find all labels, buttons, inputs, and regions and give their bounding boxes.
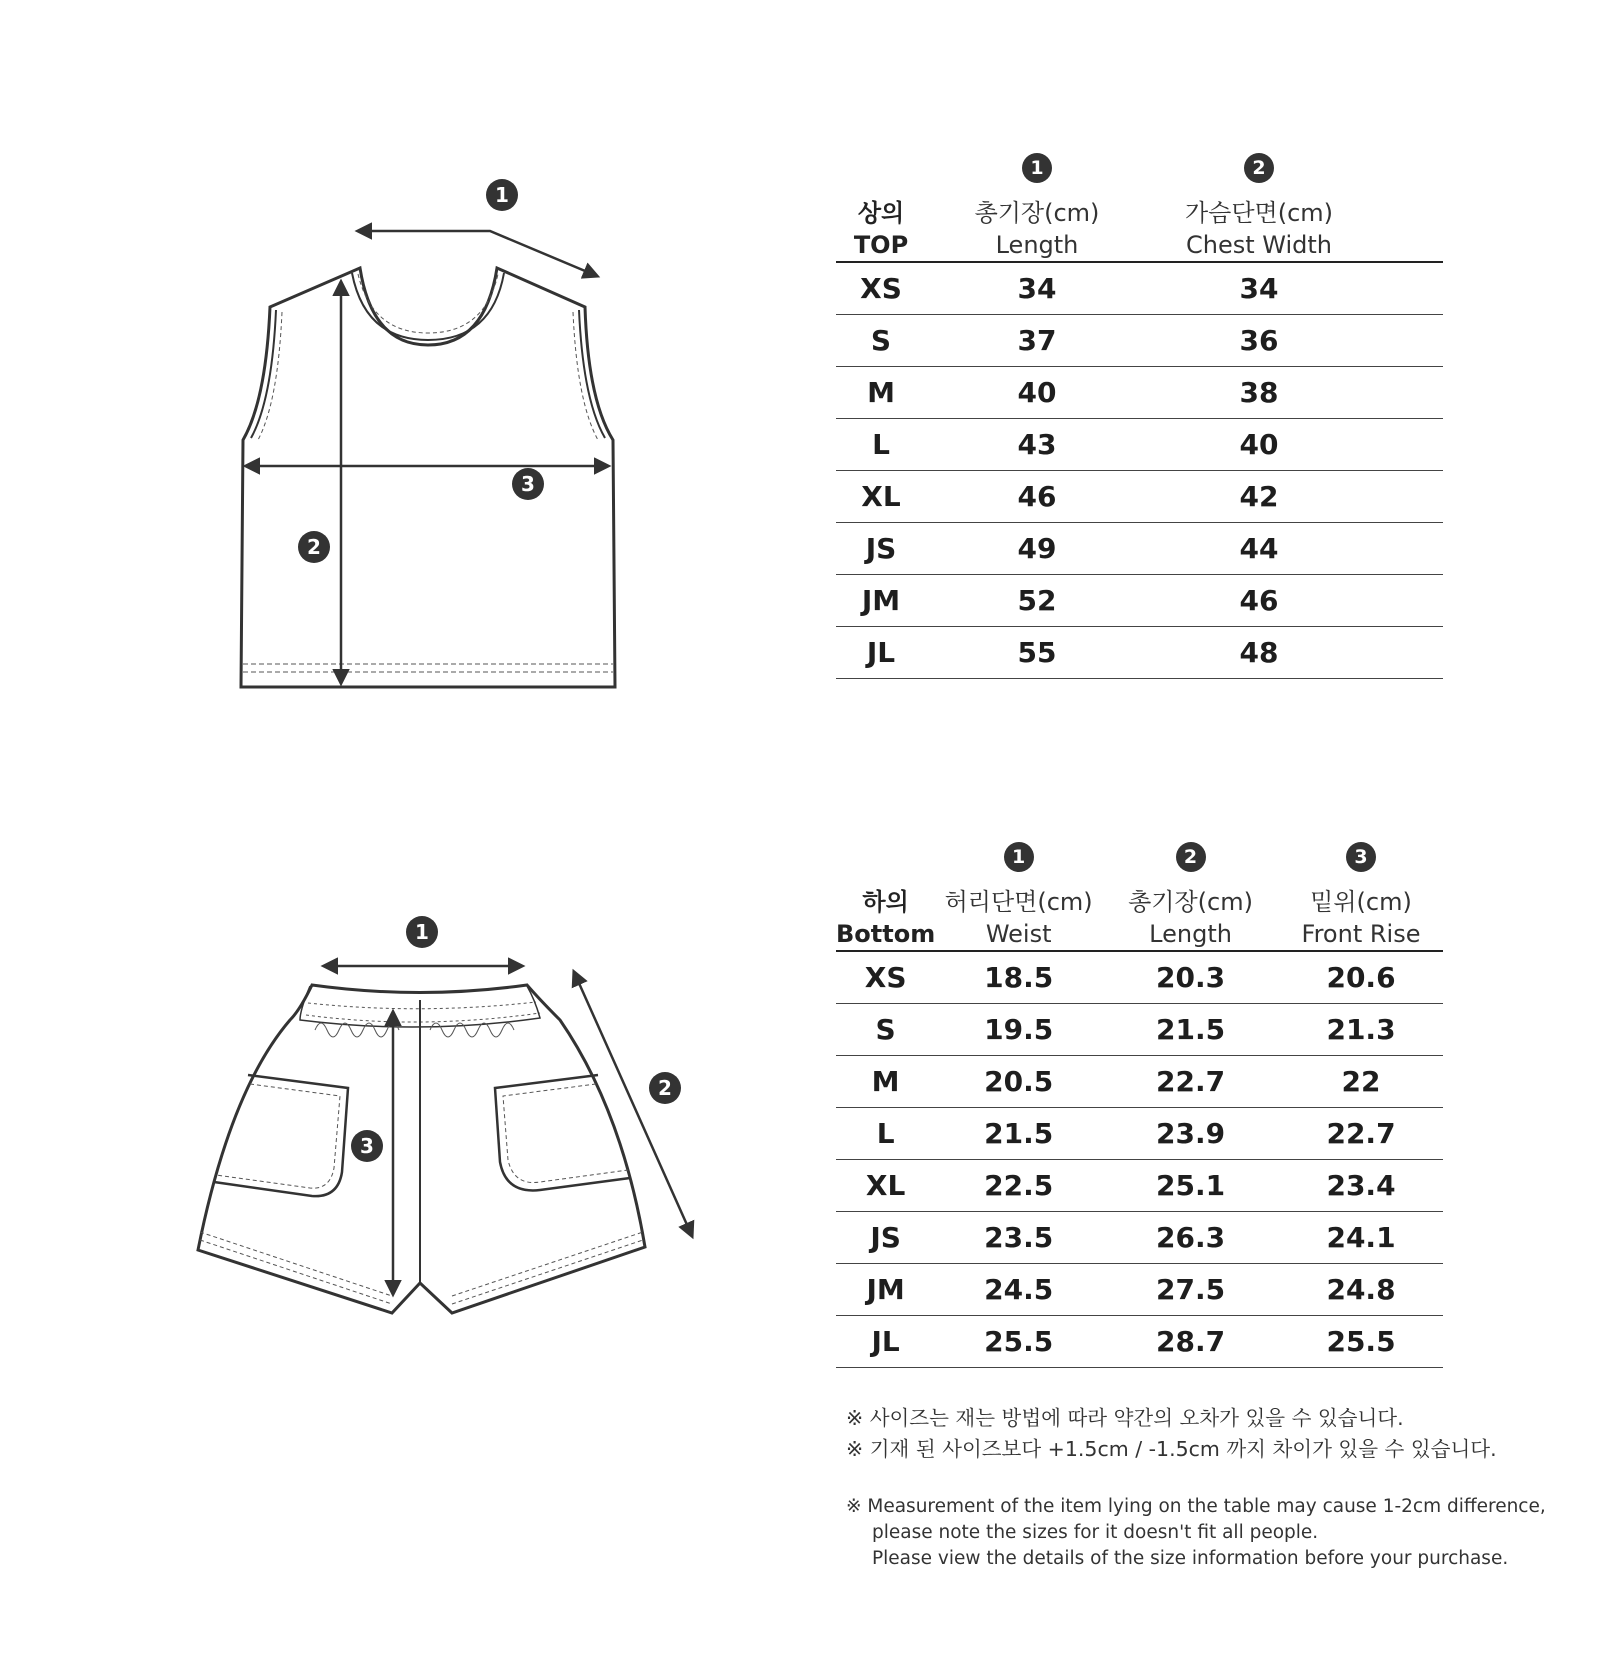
note-line: ※ Measurement of the item lying on the table may cause 1-2cm difference, xyxy=(846,1496,1546,1517)
length-cell: 28.7 xyxy=(1102,1316,1279,1368)
rise-cell: 24.1 xyxy=(1279,1212,1443,1264)
table-row xyxy=(836,627,1443,679)
top-col-badge-2: 2 xyxy=(1244,153,1274,183)
size-cell: M xyxy=(836,1056,935,1108)
table-row xyxy=(836,951,1443,1004)
size-cell: L xyxy=(836,1108,935,1160)
rise-cell: 23.4 xyxy=(1279,1160,1443,1212)
shorts-outline xyxy=(198,985,645,1313)
table-row xyxy=(836,1212,1443,1264)
chest-cell: 34 xyxy=(1148,262,1370,315)
size-cell: XS xyxy=(836,951,935,1004)
top-col-length-header: 총기장(cm) Length xyxy=(974,199,1100,259)
size-cell: L xyxy=(836,419,926,471)
shorts-right-pocket xyxy=(495,1075,630,1190)
size-cell: S xyxy=(836,315,926,367)
bottom-row-label: 하의 Bottom xyxy=(836,888,936,948)
chest-cell: 38 xyxy=(1148,367,1370,419)
note-line: please note the sizes for it doesn't fit all people. xyxy=(872,1522,1319,1543)
top-marker-1 xyxy=(486,179,518,211)
bottom-col-length-header: 총기장(cm) Length xyxy=(1128,888,1253,948)
measure-line-1 xyxy=(358,231,597,276)
svg-text:2: 2 xyxy=(307,535,321,559)
notes-english xyxy=(846,1494,1546,1572)
bottom-marker-2 xyxy=(649,1072,681,1104)
rise-cell: 22.7 xyxy=(1279,1108,1443,1160)
size-cell: JL xyxy=(836,627,926,679)
measure-line-2 xyxy=(574,972,692,1236)
length-cell: 46 xyxy=(926,471,1148,523)
size-cell: XL xyxy=(836,471,926,523)
length-cell: 27.5 xyxy=(1102,1264,1279,1316)
top-garment-diagram xyxy=(0,0,760,740)
rise-cell: 20.6 xyxy=(1279,951,1443,1004)
waist-cell: 19.5 xyxy=(935,1004,1102,1056)
length-cell: 34 xyxy=(926,262,1148,315)
table-row xyxy=(836,1316,1443,1368)
bottom-badge-row xyxy=(836,828,1443,886)
top-marker-2 xyxy=(298,531,330,563)
table-row xyxy=(836,419,1443,471)
chest-cell: 48 xyxy=(1148,627,1370,679)
svg-text:1: 1 xyxy=(415,920,429,944)
table-row xyxy=(836,1108,1443,1160)
waist-cell: 18.5 xyxy=(935,951,1102,1004)
size-cell: XS xyxy=(836,262,926,315)
size-cell: JL xyxy=(836,1316,935,1368)
size-cell: S xyxy=(836,1004,935,1056)
notes-korean xyxy=(846,1403,1497,1465)
size-cell: JS xyxy=(836,523,926,575)
length-cell: 21.5 xyxy=(1102,1004,1279,1056)
bottom-col-badge-1: 1 xyxy=(1004,842,1034,872)
waist-cell: 20.5 xyxy=(935,1056,1102,1108)
tank-top-outline xyxy=(241,268,615,687)
note-line: ※ 기재 된 사이즈보다 +1.5cm / -1.5cm 까지 차이가 있을 수 있습니다. xyxy=(846,1437,1497,1461)
table-row xyxy=(836,1264,1443,1316)
top-col-badge-1: 1 xyxy=(1022,153,1052,183)
tank-top-neckline xyxy=(352,273,504,340)
bottom-marker-1 xyxy=(406,916,438,948)
table-row xyxy=(836,471,1443,523)
table-row xyxy=(836,523,1443,575)
table-row xyxy=(836,315,1443,367)
svg-text:2: 2 xyxy=(658,1076,672,1100)
waist-cell: 21.5 xyxy=(935,1108,1102,1160)
waist-cell: 22.5 xyxy=(935,1160,1102,1212)
bottom-col-waist-header: 허리단면(cm) Weist xyxy=(944,888,1093,948)
chest-cell: 36 xyxy=(1148,315,1370,367)
length-cell: 20.3 xyxy=(1102,951,1279,1004)
chest-cell: 42 xyxy=(1148,471,1370,523)
table-row xyxy=(836,367,1443,419)
size-cell: JS xyxy=(836,1212,935,1264)
top-header-row xyxy=(836,197,1443,262)
chest-cell: 40 xyxy=(1148,419,1370,471)
rise-cell: 21.3 xyxy=(1279,1004,1443,1056)
size-cell: M xyxy=(836,367,926,419)
top-badge-row xyxy=(836,139,1443,197)
waist-cell: 25.5 xyxy=(935,1316,1102,1368)
bottom-col-badge-2: 2 xyxy=(1176,842,1206,872)
rise-cell: 24.8 xyxy=(1279,1264,1443,1316)
svg-text:1: 1 xyxy=(495,183,509,207)
table-row xyxy=(836,1004,1443,1056)
length-cell: 25.1 xyxy=(1102,1160,1279,1212)
table-row xyxy=(836,575,1443,627)
chest-cell: 46 xyxy=(1148,575,1370,627)
top-size-table xyxy=(836,139,1443,679)
table-row xyxy=(836,1056,1443,1108)
size-cell: XL xyxy=(836,1160,935,1212)
svg-text:3: 3 xyxy=(360,1134,374,1158)
size-cell: JM xyxy=(836,1264,935,1316)
top-marker-3 xyxy=(512,468,544,500)
table-row xyxy=(836,1160,1443,1212)
top-row-label: 상의 TOP xyxy=(853,199,909,259)
length-cell: 23.9 xyxy=(1102,1108,1279,1160)
length-cell: 43 xyxy=(926,419,1148,471)
length-cell: 22.7 xyxy=(1102,1056,1279,1108)
chest-cell: 44 xyxy=(1148,523,1370,575)
top-col-chest-header: 가슴단면(cm) Chest Width xyxy=(1184,199,1334,259)
bottom-garment-diagram xyxy=(0,880,760,1340)
length-cell: 55 xyxy=(926,627,1148,679)
length-cell: 52 xyxy=(926,575,1148,627)
bottom-size-table xyxy=(836,828,1443,1368)
waist-cell: 24.5 xyxy=(935,1264,1102,1316)
note-line: ※ 사이즈는 재는 방법에 따라 약간의 오차가 있을 수 있습니다. xyxy=(846,1406,1404,1430)
length-cell: 26.3 xyxy=(1102,1212,1279,1264)
note-line: Please view the details of the size information before your purchase. xyxy=(872,1548,1509,1569)
table-row xyxy=(836,262,1443,315)
bottom-col-rise-header: 밑위(cm) Front Rise xyxy=(1301,888,1421,948)
length-cell: 40 xyxy=(926,367,1148,419)
waist-cell: 23.5 xyxy=(935,1212,1102,1264)
svg-text:3: 3 xyxy=(521,472,535,496)
bottom-header-row xyxy=(836,886,1443,951)
bottom-marker-3 xyxy=(351,1130,383,1162)
rise-cell: 25.5 xyxy=(1279,1316,1443,1368)
size-cell: JM xyxy=(836,575,926,627)
rise-cell: 22 xyxy=(1279,1056,1443,1108)
length-cell: 49 xyxy=(926,523,1148,575)
length-cell: 37 xyxy=(926,315,1148,367)
bottom-col-badge-3: 3 xyxy=(1346,842,1376,872)
